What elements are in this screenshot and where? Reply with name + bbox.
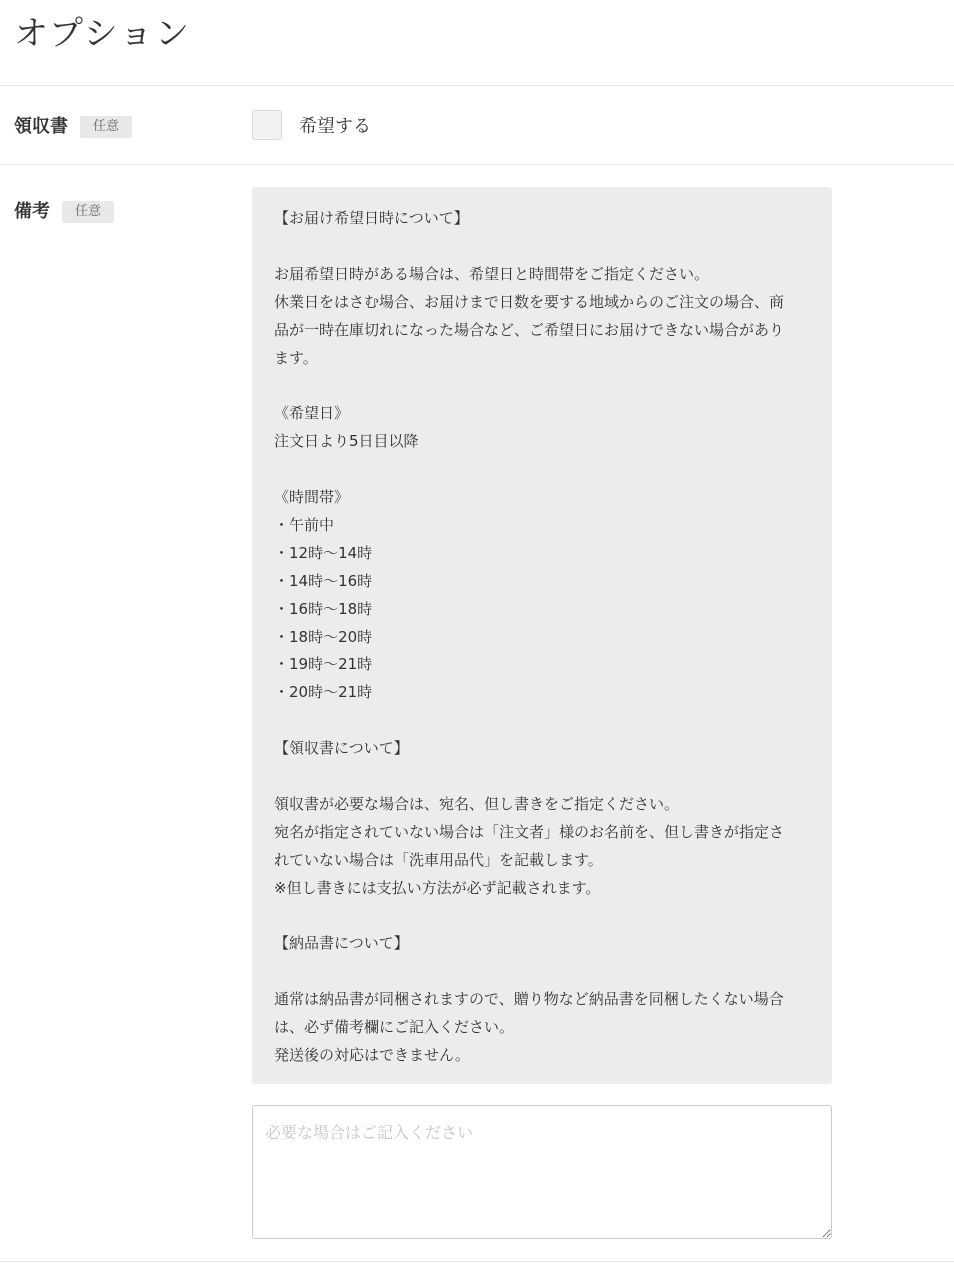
notice-line: ・12時〜14時 xyxy=(274,543,373,562)
notice-line: お届希望日時がある場合は、希望日と時間帯をご指定ください。 xyxy=(274,264,710,283)
notice-line xyxy=(274,233,810,261)
notice-line: 通常は納品書が同梱されますので、贈り物など納品書を同梱したくない場合 xyxy=(274,990,784,1009)
notice-line: は、必ず備考欄にご記入ください。 xyxy=(274,1018,515,1037)
notice-line xyxy=(274,372,810,400)
notice-line: 【領収書について】 xyxy=(274,739,409,758)
notice-line xyxy=(274,707,810,735)
notice-line xyxy=(274,456,810,484)
receipt-field-label xyxy=(14,115,132,139)
notice-line: ・16時〜18時 xyxy=(274,599,373,618)
notice-line: 宛名が指定されていない場合は「注文者」様のお名前を、但し書きが指定さ xyxy=(274,822,785,841)
notice-line: 注文日より5日目以降 xyxy=(274,432,419,451)
section-divider xyxy=(0,1261,954,1262)
notice-line: 領収書が必要な場合は、宛名、但し書きをご指定ください。 xyxy=(274,794,680,813)
notice-line: 《時間帯》 xyxy=(274,488,350,507)
section-divider xyxy=(0,85,954,86)
remarks-label: 備考 xyxy=(14,201,50,222)
notice-line: ・19時〜21時 xyxy=(274,655,373,674)
notice-line: ・18時〜20時 xyxy=(274,627,373,646)
notice-line: 《希望日》 xyxy=(274,404,350,423)
receipt-request-label[interactable]: 希望する xyxy=(299,116,371,137)
optional-badge: 任意 xyxy=(80,116,132,138)
optional-badge: 任意 xyxy=(62,201,114,223)
notice-line: ・午前中 xyxy=(274,515,335,534)
notice-line: 発送後の対応はできません。 xyxy=(274,1046,470,1065)
receipt-request-checkbox[interactable] xyxy=(252,110,282,140)
notice-line xyxy=(274,763,810,791)
receipt-request-option[interactable] xyxy=(252,110,371,140)
notice-line xyxy=(274,958,810,986)
section-divider xyxy=(0,164,954,165)
notice-line: ます。 xyxy=(274,348,318,367)
remarks-field-label xyxy=(14,200,114,224)
receipt-label: 領収書 xyxy=(14,116,68,137)
remarks-input[interactable] xyxy=(252,1105,832,1239)
notice-line: 休業日をはさむ場合、お届けまで日数を要する地域からのご注文の場合、商 xyxy=(274,292,785,311)
notice-line xyxy=(274,903,810,931)
notice-line: ・20時〜21時 xyxy=(274,683,373,702)
notice-line: ※但し書きには支払い方法が必ず記載されます。 xyxy=(274,878,601,897)
notice-line: 品が一時在庫切れになった場合など、ご希望日にお届けできない場合があり xyxy=(274,320,785,339)
notice-line: れていない場合は「洗車用品代」を記載します。 xyxy=(274,850,603,869)
notice-line: 【納品書について】 xyxy=(274,934,409,953)
notice-line: 【お届け希望日時について】 xyxy=(274,209,469,227)
notice-line: ・14時〜16時 xyxy=(274,571,373,590)
page-title: オプション xyxy=(14,14,191,54)
delivery-notice-box xyxy=(252,187,832,1084)
